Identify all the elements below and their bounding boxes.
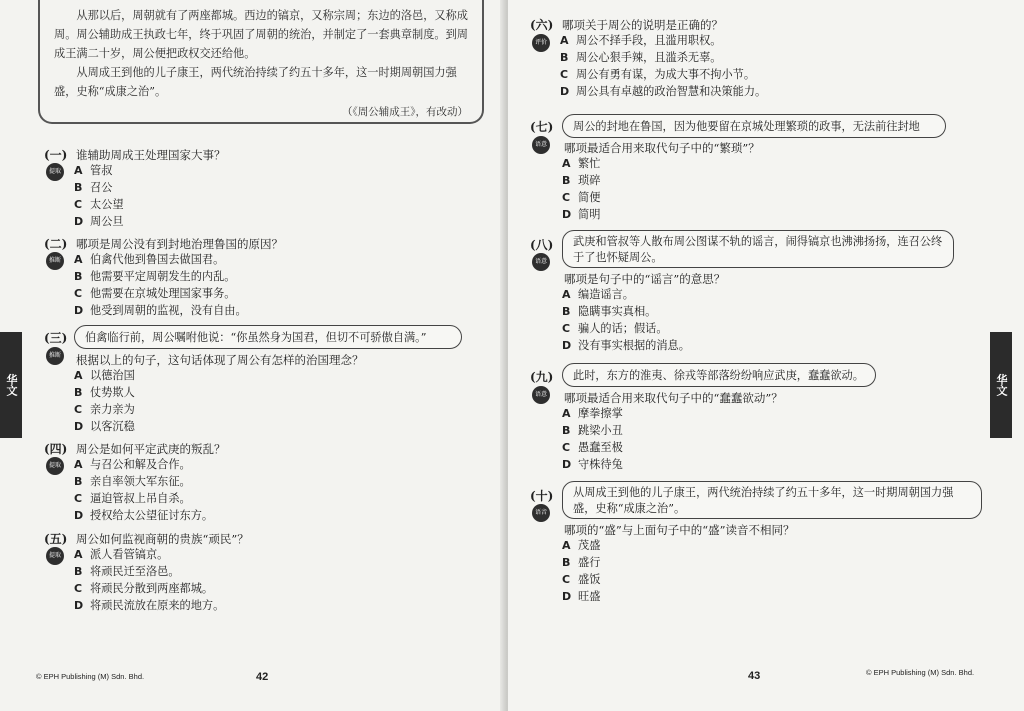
question-2-badge-icon: 推断 [46, 252, 64, 270]
copyright-footer: © EPH Publishing (M) Sdn. Bhd. [36, 672, 145, 681]
option[interactable]: C 周公有勇有谋，为成大事不拘小节。 [560, 68, 756, 81]
question-6-badge-icon: 评价 [532, 34, 550, 52]
question-8-number: (八) [530, 238, 554, 252]
question-3-badge-icon: 推断 [46, 347, 64, 365]
subject-side-tab: 华文 [0, 332, 22, 438]
question-7-quote: 周公的封地在鲁国，因为他要留在京城处理繁琐的政事，无法前往封地 [562, 114, 946, 138]
question-6-options [560, 32, 766, 100]
option[interactable]: C 骗人的话；假话。 [562, 322, 668, 335]
page-number: 43 [748, 670, 761, 682]
question-5-text: 周公如何监视商朝的贵族“顽民”？ [76, 532, 249, 546]
question-1-badge-icon: 提取 [46, 163, 64, 181]
option[interactable]: D 他受到周朝的监视，没有自由。 [74, 304, 247, 317]
option[interactable]: A 伯禽代他到鲁国去做国君。 [74, 253, 225, 266]
option[interactable]: B 琐碎 [562, 174, 601, 187]
question-2-text: 哪项是周公没有到封地治理鲁国的原因？ [76, 237, 283, 251]
option[interactable]: A 派人看管镐京。 [74, 548, 169, 561]
question-7-number: (七) [530, 120, 554, 134]
question-9-badge-icon: 语意 [532, 386, 550, 404]
passage-source: （《周公辅成王》，有改动） [342, 106, 468, 118]
option[interactable]: B 他需要平定周朝发生的内乱。 [74, 270, 236, 283]
question-3-number: (三) [44, 331, 68, 345]
question-8-text: 哪项是句子中的“谣言”的意思？ [564, 272, 726, 286]
question-9-quote: 此时，东方的淮夷、徐戎等部落纷纷响应武庚，蠢蠢欲动。 [562, 363, 876, 387]
question-4-text: 周公是如何平定武庚的叛乱？ [76, 442, 226, 456]
question-4-badge-icon: 提取 [46, 457, 64, 475]
option[interactable]: A 与召公和解及合作。 [74, 458, 191, 471]
question-7-options [562, 155, 600, 223]
right-page [508, 0, 1024, 711]
option[interactable]: A 以德治国 [74, 369, 135, 382]
option[interactable]: B 将顽民迁至洛邑。 [74, 565, 180, 578]
option[interactable]: D 周公具有卓越的政治智慧和决策能力。 [560, 85, 767, 98]
question-3-text: 根据以上的句子，这句话体现了周公有怎样的治国理念？ [76, 353, 364, 367]
question-5-number: (五) [44, 532, 68, 546]
question-10-text: 哪项的“盛”与上面句子中的“盛”读音不相同？ [564, 523, 795, 537]
option[interactable]: A 摩拳擦掌 [562, 407, 623, 420]
reading-passage [38, 0, 484, 124]
question-3-options [74, 367, 135, 435]
passage-paragraph-2: 从周成王到他的儿子康王，两代统治持续了约五十多年，这一时期周朝国力强盛，史称“成康之治”。 [54, 66, 457, 98]
option[interactable]: D 将顽民流放在原来的地方。 [74, 599, 225, 612]
question-8-options [562, 286, 690, 354]
option[interactable]: B 跳梁小丑 [562, 424, 623, 437]
question-1-number: (一) [44, 148, 68, 162]
option[interactable]: B 隐瞒事实真相。 [562, 305, 657, 318]
option[interactable]: C 逼迫管叔上吊自杀。 [74, 492, 191, 505]
option[interactable]: C 简便 [562, 191, 601, 204]
option[interactable]: B 周公心狠手辣，且滥杀无辜。 [560, 51, 722, 64]
option[interactable]: B 仗势欺人 [74, 386, 135, 399]
question-7-badge-icon: 语意 [532, 136, 550, 154]
question-1-options [74, 162, 124, 230]
option[interactable]: B 亲自率领大军东征。 [74, 475, 191, 488]
option[interactable]: D 授权给太公望征讨东方。 [74, 509, 214, 522]
question-5-options [74, 546, 224, 614]
option[interactable]: B 盛行 [562, 556, 601, 569]
question-8-quote: 武庚和管叔等人散布周公图谋不轨的谣言，闹得镐京也沸沸扬扬，连召公终于了也怀疑周公。 [562, 230, 954, 268]
page-number: 42 [256, 671, 269, 683]
question-5-badge-icon: 提取 [46, 547, 64, 565]
question-2-number: (二) [44, 237, 68, 251]
option[interactable]: C 他需要在京城处理国家事务。 [74, 287, 236, 300]
option[interactable]: D 没有事实根据的消息。 [562, 339, 690, 352]
passage-paragraph-1: 从那以后，周朝就有了两座都城。西边的镐京，又称宗周；东边的洛邑，又称成周。周公辅助成王执政七年，终于巩固了周朝的统治，并制定了一套典章制度。到周成王满二十岁，周公便把政权交还给他。 [54, 9, 468, 60]
question-3-quote: 伯禽临行前，周公嘱咐他说：“你虽然身为国君，但切不可骄傲自满。” [74, 325, 462, 349]
question-9-text: 哪项最适合用来取代句子中的“蠢蠢欲动”？ [564, 391, 783, 405]
option[interactable]: A 繁忙 [562, 157, 601, 170]
option[interactable]: C 将顽民分散到两座都城。 [74, 582, 214, 595]
question-9-number: (九) [530, 370, 554, 384]
option[interactable]: A 管叔 [74, 164, 113, 177]
option[interactable]: D 守株待兔 [562, 458, 623, 471]
left-page [0, 0, 506, 711]
option[interactable]: A 周公不择手段，且滥用职权。 [560, 34, 722, 47]
option[interactable]: D 周公旦 [74, 215, 124, 228]
option[interactable]: D 简明 [562, 208, 601, 221]
subject-side-tab: 华文 [990, 332, 1012, 438]
question-10-quote: 从周成王到他的儿子康王，两代统治持续了约五十多年，这一时期周朝国力强盛，史称“成康之治”。 [562, 481, 982, 519]
question-8-badge-icon: 语意 [532, 253, 550, 271]
question-10-options [562, 537, 600, 605]
option[interactable]: B 召公 [74, 181, 113, 194]
option[interactable]: D 旺盛 [562, 590, 601, 603]
question-4-number: (四) [44, 442, 68, 456]
option[interactable]: C 盛饭 [562, 573, 601, 586]
option[interactable]: C 亲力亲为 [74, 403, 135, 416]
question-4-options [74, 456, 213, 524]
question-2-options [74, 251, 247, 319]
question-7-text: 哪项最适合用来取代句子中的“繁琐”？ [564, 141, 760, 155]
question-10-badge-icon: 语音 [532, 504, 550, 522]
option[interactable]: D 以客沉稳 [74, 420, 135, 433]
option[interactable]: C 愚蠢至极 [562, 441, 623, 454]
question-6-number: (六) [530, 18, 554, 32]
question-10-number: (十) [530, 489, 554, 503]
option[interactable]: A 编造谣言。 [562, 288, 634, 301]
option[interactable]: C 太公望 [74, 198, 124, 211]
question-1-text: 谁辅助周成王处理国家大事？ [76, 148, 226, 162]
copyright-footer: © EPH Publishing (M) Sdn. Bhd. [866, 668, 975, 677]
question-9-options [562, 405, 623, 473]
option[interactable]: A 茂盛 [562, 539, 601, 552]
question-6-text: 哪项关于周公的说明是正确的？ [562, 18, 723, 32]
